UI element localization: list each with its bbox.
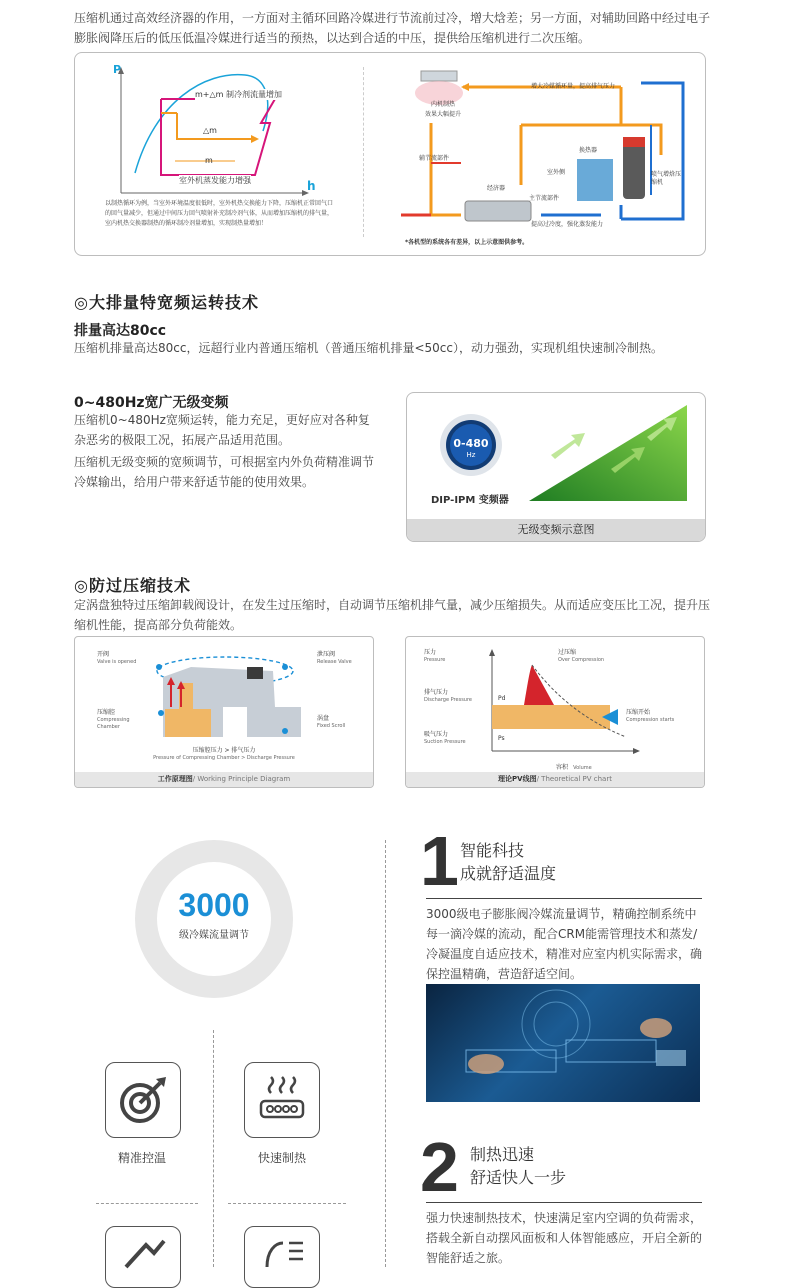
- tech-image: [426, 984, 700, 1102]
- feature1-text: 3000级电子膨胀阀冷媒流量调节，精确控制系统中每一滴冷媒的流动，配合CRM能需管理技术和蒸发/冷凝温度自适应技术，精准对应室内机实际需求，确保控温精确，营造舒适空间。: [426, 907, 703, 981]
- precise-control-tile: [105, 1062, 181, 1138]
- airflow-tile: [105, 1226, 181, 1288]
- sys-label-outdoor: 室外侧: [547, 169, 566, 176]
- label-release-valve: 泄压阀 Release Valve: [317, 651, 352, 665]
- working-caption: 工作原理图/ Working Principle Diagram: [75, 772, 373, 787]
- label-compressing-chamber: 压缩腔 Compressing Chamber: [97, 709, 130, 730]
- variable-figure-card: [406, 392, 706, 542]
- icons-divider-right: [228, 1203, 346, 1204]
- ring-value: 3000: [178, 887, 250, 923]
- pv-label-pressure: 压力 Pressure: [424, 649, 446, 663]
- label-fixed-scroll: 涡盘 Fixed Scroll: [317, 715, 346, 729]
- icons-divider-left: [96, 1203, 198, 1204]
- feature2-title1: 制热迅速: [470, 1145, 535, 1164]
- feature1-title1: 智能科技: [460, 841, 525, 860]
- feature2-text: 强力快速制热技术，快速满足室内空调的负荷需求，搭载全新自动摆风面板和人体智能感应，开启全新的智能舒适之旅。: [426, 1211, 703, 1265]
- pv-caption: 理论PV线图/ Theoretical PV chart: [406, 772, 704, 787]
- ph-label-m: m: [205, 156, 213, 165]
- center-divider: [385, 840, 386, 1267]
- pv-chart-card: [405, 636, 705, 788]
- ring-label: 级冷媒流量调节: [179, 930, 249, 941]
- variable-caption: 无级变频示意图: [407, 519, 705, 541]
- sys-label-top: 增大冷媒循环量，提高排气压力: [531, 83, 616, 90]
- feature1-rule: [426, 898, 702, 899]
- ph-axis-p: P: [113, 63, 122, 76]
- sensor-tile: [244, 1226, 320, 1288]
- precise-control-label: 精准控温: [117, 1151, 166, 1165]
- pv-label-volume: 容积 Volume: [556, 764, 592, 771]
- section2-title: ◎防过压缩技术: [74, 576, 191, 595]
- heater-icon: [245, 1063, 319, 1137]
- sys-label-injection: 喷气增焓压缩机: [651, 171, 682, 186]
- pv-label-start: 压缩开始 Compression starts: [626, 709, 675, 723]
- feature1-number: 1: [420, 822, 459, 900]
- economizer-diagram-card: [74, 52, 706, 256]
- ph-label-dm: △m: [203, 126, 217, 135]
- tech-image-graphic: [426, 984, 700, 1102]
- variable-p1: 压缩机0~480Hz宽频运转，能力充足，更好应对各种复杂恶劣的极限工况，拓展产品适用范围。: [74, 413, 370, 447]
- section2-text: 定涡盘独特过压缩卸载阀设计，在发生过压缩时，自动调节压缩机排气量，减少压缩损失。从而适应变压比工况，提升压缩机性能，提高部分负荷能效。: [74, 598, 711, 632]
- ph-axis-h: h: [307, 179, 316, 193]
- target-icon: [106, 1063, 180, 1137]
- section1-subtitle: 排量高达80cc: [74, 323, 167, 339]
- ipm-label: DIP-IPM 变频器: [431, 495, 509, 506]
- sys-label-aux: 辅节流部件: [419, 155, 450, 162]
- label-valve-open: 开阀 Valve is opened: [97, 651, 137, 665]
- sensor-icon: [245, 1227, 319, 1271]
- intro-text: 压缩机通过高效经济器的作用，一方面对主循环回路冷媒进行节流前过冷，增大焓差；另一方面，对辅助回路中经过电子膨胀阀降压后的低压低温冷媒进行适当的预热，以达到合适的中压，提供给压缩机进行二次压缩。: [74, 11, 711, 45]
- working-principle-card: [74, 636, 374, 788]
- section1-title: ◎大排量特宽频运转技术: [74, 293, 259, 312]
- diagram-divider: [363, 67, 364, 237]
- sys-label-economizer: 经济器: [487, 185, 506, 192]
- feature2-title2: 舒适快人一步: [470, 1168, 567, 1187]
- variable-p2: 压缩机无级变频的宽频调节，可根据室内外负荷精准调节冷媒输出，给用户带来舒适节能的使用效果。: [74, 455, 375, 489]
- badge-frequency: 0-480: [453, 437, 489, 450]
- pv-pd: Pd: [498, 695, 506, 702]
- sys-label-main: 主节流部件: [529, 195, 560, 202]
- variable-title: 0~480Hz宽广无级变频: [74, 395, 229, 411]
- ph-label-evap: 室外机蒸发能力增强: [179, 176, 251, 185]
- airflow-icon: [106, 1227, 180, 1271]
- pv-label-discharge: 排气压力 Discharge Pressure: [424, 689, 472, 703]
- sys-label-enhance: 提高过冷度，强化蒸发能力: [531, 221, 604, 228]
- feature2-number: 2: [420, 1128, 459, 1206]
- working-formula: 压缩腔压力 > 排气压力 Pressure of Compressing Chamber > Discharge Pressure: [153, 747, 295, 761]
- section1-text: 压缩机排量高达80cc，远超行业内普通压缩机（普通压缩机排量<50cc），动力强劲，实现机组快速制冷制热。: [74, 341, 663, 355]
- sys-footnote: *各机型的系统各有差异，以上示意图供参考。: [405, 239, 529, 246]
- badge-unit: Hz: [466, 451, 476, 459]
- sys-label-effect: 效果大幅提升: [425, 111, 462, 118]
- pv-chart: [406, 637, 704, 772]
- icons-divider-vertical: [213, 1030, 214, 1267]
- feature1-title2: 成就舒适温度: [460, 864, 557, 883]
- feature2-rule: [426, 1202, 702, 1203]
- pv-label-suction: 吸气压力 Suction Pressure: [424, 731, 466, 745]
- sys-label-indoor: 内机制热: [431, 101, 456, 108]
- pv-ps: Ps: [498, 735, 505, 742]
- ph-caption: 以制热循环为例，当室外环境温度很低时，室外机热交换能力下降，压缩机正常回气口的回气量减少，但通过中间压力回气喷射补充制冷剂气体，从而增加压缩机的排气量，室内机热交换器制热的循环制冷剂量增加，实现制热量增加！: [105, 200, 334, 227]
- sys-label-hx: 换热器: [579, 147, 598, 154]
- fast-heating-tile: [244, 1062, 320, 1138]
- fast-heating-label: 快速制热: [257, 1151, 306, 1165]
- pv-label-over: 过压缩 Over Compression: [558, 649, 605, 663]
- ph-label-refrigerant: m+△m 制冷剂流量增加: [195, 90, 282, 99]
